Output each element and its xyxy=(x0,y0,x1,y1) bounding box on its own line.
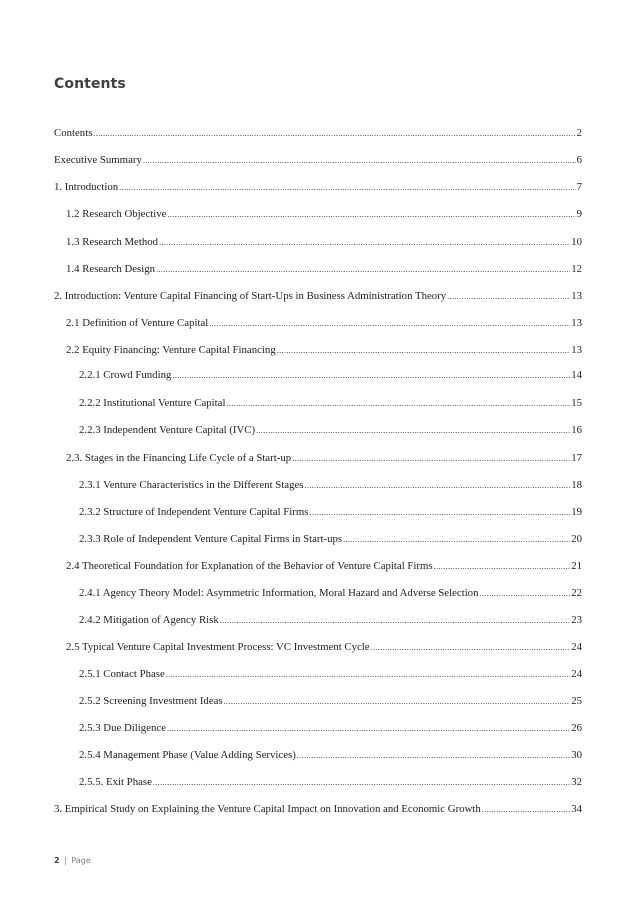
toc-entry-label: 2.2.3 Independent Venture Capital (IVC) xyxy=(79,424,256,436)
toc-entry[interactable] xyxy=(66,559,582,573)
toc-entry-page: 6 xyxy=(576,154,582,166)
dot-leader xyxy=(297,749,570,763)
toc-entry[interactable] xyxy=(54,289,582,303)
toc-entry-page: 25 xyxy=(571,695,582,707)
toc-entry-label: 2.3.2 Structure of Independent Venture Capital Firms xyxy=(79,506,309,518)
dot-leader xyxy=(167,722,570,736)
dot-leader xyxy=(256,424,570,438)
toc-entry-page: 30 xyxy=(571,749,582,761)
toc-entry[interactable] xyxy=(54,153,582,167)
toc-entry[interactable] xyxy=(54,126,582,140)
toc-entry[interactable] xyxy=(66,343,582,357)
toc-entry-label: Contents xyxy=(54,127,93,139)
dot-leader xyxy=(224,695,571,709)
toc-entry-page: 15 xyxy=(571,397,582,409)
toc-entry-page: 32 xyxy=(571,776,582,788)
toc-entry[interactable] xyxy=(66,235,582,249)
toc-entry-label: 2.5.3 Due Diligence xyxy=(79,722,166,734)
toc-entry[interactable] xyxy=(79,748,582,762)
dot-leader xyxy=(447,290,570,304)
toc-entry[interactable] xyxy=(79,478,582,492)
dot-leader xyxy=(482,803,570,817)
toc-entry-page: 26 xyxy=(571,722,582,734)
dot-leader xyxy=(310,506,571,520)
toc-entry-page: 10 xyxy=(571,236,582,248)
dot-leader xyxy=(220,614,570,628)
toc-entry-label: 2.4 Theoretical Foundation for Explanation of the Behavior of Venture Capital Firms xyxy=(66,560,433,572)
dot-leader xyxy=(166,668,570,682)
toc-entry[interactable] xyxy=(79,505,582,519)
toc-entry-label: 2.5.1 Contact Phase xyxy=(79,668,165,680)
dot-leader xyxy=(156,263,570,277)
toc-entry-label: 2. Introduction: Venture Capital Financing of Start-Ups in Business Administration Theory xyxy=(54,290,447,302)
dot-leader xyxy=(119,181,575,195)
toc-entry-label: 2.1 Definition of Venture Capital xyxy=(66,317,209,329)
toc-entry-label: Executive Summary xyxy=(54,154,142,166)
dot-leader xyxy=(304,479,570,493)
toc-entry[interactable] xyxy=(66,262,582,276)
toc-entry-page: 2 xyxy=(576,127,582,139)
toc-entry-page: 34 xyxy=(571,803,582,815)
footer-separator: | xyxy=(64,856,67,865)
toc-entry[interactable] xyxy=(66,316,582,330)
toc-entry-page: 16 xyxy=(571,424,582,436)
toc-entry[interactable] xyxy=(79,423,582,437)
toc-entry[interactable] xyxy=(66,640,582,654)
toc-entry-label: 1.2 Research Objective xyxy=(66,208,167,220)
toc-entry-page: 24 xyxy=(571,668,582,680)
dot-leader xyxy=(434,560,571,574)
toc-entry-page: 23 xyxy=(571,614,582,626)
toc-entry-page: 18 xyxy=(571,479,582,491)
toc-entry-page: 13 xyxy=(571,317,582,329)
dot-leader xyxy=(277,344,570,358)
toc-heading: Contents xyxy=(54,76,126,92)
toc-entry-page: 13 xyxy=(571,290,582,302)
dot-leader xyxy=(343,533,570,547)
dot-leader xyxy=(292,452,570,466)
page-footer xyxy=(54,856,91,865)
toc-entry-label: 2.3.3 Role of Independent Venture Capital Firms in Start-ups xyxy=(79,533,343,545)
toc-entry-page: 7 xyxy=(576,181,582,193)
dot-leader xyxy=(143,154,576,168)
toc-entry[interactable] xyxy=(79,532,582,546)
toc-entry-page: 19 xyxy=(571,506,582,518)
toc-entry[interactable] xyxy=(54,180,582,194)
toc-entry-label: 2.4.1 Agency Theory Model: Asymmetric Information, Moral Hazard and Adverse Selection xyxy=(79,587,479,599)
toc-entry[interactable] xyxy=(79,368,582,382)
toc-entry-page: 24 xyxy=(571,641,582,653)
toc-entry-label: 1. Introduction xyxy=(54,181,119,193)
dot-leader xyxy=(93,127,575,141)
toc-entry[interactable] xyxy=(66,207,582,221)
toc-entry-page: 22 xyxy=(571,587,582,599)
toc-entry-label: 1.3 Research Method xyxy=(66,236,159,248)
toc-entry[interactable] xyxy=(79,586,582,600)
toc-entry-page: 20 xyxy=(571,533,582,545)
dot-leader xyxy=(226,397,570,411)
toc-entry-label: 2.2.2 Institutional Venture Capital xyxy=(79,397,226,409)
toc-entry-label: 2.5.2 Screening Investment Ideas xyxy=(79,695,223,707)
toc-entry-page: 14 xyxy=(571,369,582,381)
toc-entry-page: 17 xyxy=(571,452,582,464)
dot-leader xyxy=(159,236,570,250)
toc-entry-page: 9 xyxy=(576,208,582,220)
toc-entry-label: 2.5.4 Management Phase (Value Adding Services) xyxy=(79,749,296,761)
toc-entry[interactable] xyxy=(54,802,582,816)
footer-page-label: Page xyxy=(71,856,91,865)
toc-entry-page: 12 xyxy=(571,263,582,275)
toc-entry[interactable] xyxy=(66,451,582,465)
toc-entry[interactable] xyxy=(79,396,582,410)
toc-entry-label: 2.2 Equity Financing: Venture Capital Financing xyxy=(66,344,276,356)
footer-page-number: 2 xyxy=(54,856,60,865)
toc-entry[interactable] xyxy=(79,667,582,681)
toc-entry-page: 21 xyxy=(571,560,582,572)
toc-entry-label: 2.3.1 Venture Characteristics in the Different Stages xyxy=(79,479,304,491)
toc-entry-label: 3. Empirical Study on Explaining the Venture Capital Impact on Innovation and Economic Growth xyxy=(54,803,481,815)
toc-entry-label: 2.4.2 Mitigation of Agency Risk xyxy=(79,614,219,626)
toc-entry[interactable] xyxy=(79,694,582,708)
toc-entry-label: 2.2.1 Crowd Funding xyxy=(79,369,172,381)
dot-leader xyxy=(153,776,570,790)
toc-entry[interactable] xyxy=(79,721,582,735)
toc-entry-label: 2.3. Stages in the Financing Life Cycle of a Start-up xyxy=(66,452,292,464)
toc-entry[interactable] xyxy=(79,775,582,789)
dot-leader xyxy=(479,587,570,601)
toc-entry-label: 2.5 Typical Venture Capital Investment Process: VC Investment Cycle xyxy=(66,641,370,653)
toc-entry-label: 1.4 Research Design xyxy=(66,263,156,275)
toc-entry-page: 13 xyxy=(571,344,582,356)
toc-entry-label: 2.5.5. Exit Phase xyxy=(79,776,152,788)
dot-leader xyxy=(167,208,575,222)
dot-leader xyxy=(209,317,570,331)
dot-leader xyxy=(172,369,570,383)
dot-leader xyxy=(371,641,571,655)
toc-entry[interactable] xyxy=(79,613,582,627)
